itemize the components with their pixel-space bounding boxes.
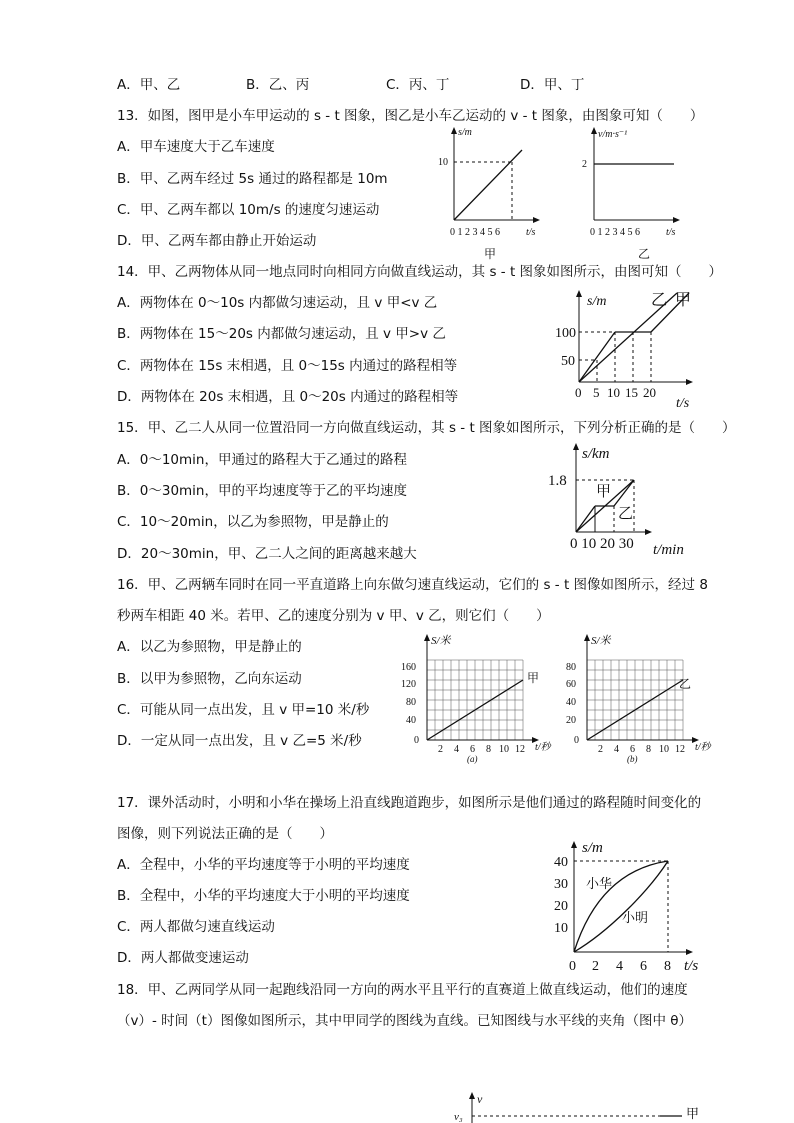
x-tick-2: 2 (592, 959, 599, 974)
q15-option-a: A．0～10min，甲通过的路程大于乙通过的路程 (117, 452, 407, 468)
q17-option-c: C．两人都做匀速直线运动 (117, 919, 275, 935)
q13-figure-a (440, 125, 550, 260)
q13-option-b: B．甲、乙两车经过 5s 通过的路程都是 10m (117, 171, 388, 187)
x-tick-6: 6 (640, 959, 647, 974)
q13-option-a: A．甲车速度大于乙车速度 (117, 139, 275, 155)
y-tick-30: 30 (554, 877, 568, 892)
label-yi: 乙 (618, 506, 634, 522)
caption-yi: 乙 (638, 247, 651, 261)
y-tick-40: 40 (406, 715, 416, 726)
q16-option-a: A．以乙为参照物，甲是静止的 (117, 639, 302, 655)
x-tick-4: 4 (616, 959, 623, 974)
y-tick-v3: v₃ (454, 1111, 463, 1123)
y-axis-label: S/米 (431, 635, 451, 647)
q12-option-b: B．乙、丙 (246, 77, 310, 93)
q12-option-c: C．丙、丁 (386, 77, 450, 93)
y-tick-40: 40 (554, 855, 568, 870)
x-tick-4: 4 (454, 744, 459, 755)
x-tick-10: 10 (499, 744, 509, 755)
q14-figure (555, 285, 700, 410)
q14-option-c: C．两物体在 15s 末相遇，且 0～15s 内通过的路程相等 (117, 358, 458, 374)
q12-option-a: A．甲、乙 (117, 77, 181, 93)
x-axis-label: t/秒 (695, 742, 711, 753)
q13-stem: 13．如图，图甲是小车甲运动的 s - t 图象，图乙是小车乙运动的 v - t 图象，由图象可知（ ） (117, 108, 704, 124)
line-label-jia: 甲 (686, 1106, 700, 1121)
curve-xiaoming (574, 861, 668, 952)
line-jia-1 (576, 506, 595, 532)
q16-option-b: B．以甲为参照物，乙向东运动 (117, 671, 302, 687)
x-ticks: 0 1 2 3 4 5 6 (590, 227, 640, 238)
y-tick-50: 50 (561, 354, 575, 369)
y-tick-100: 100 (555, 326, 576, 341)
q16-option-c: C．可能从同一点出发，且 v 甲=10 米/秒 (117, 702, 370, 718)
q14-option-a: A．两物体在 0～10s 内都做匀速运动，且 v 甲<v 乙 (117, 295, 438, 311)
caption-b: (b) (627, 754, 638, 764)
x-tick-8: 8 (486, 744, 491, 755)
q17-option-a: A．全程中，小华的平均速度等于小明的平均速度 (117, 857, 410, 873)
x-tick-0: 0 (569, 959, 576, 974)
x-tick-0: 0 (575, 385, 582, 400)
q14-option-d: D．两物体在 20s 末相遇，且 0～20s 内通过的路程相等 (117, 389, 459, 405)
label-jia: 甲 (675, 292, 692, 309)
y-tick-160: 160 (401, 662, 416, 673)
q17-stem-line2: 图像，则下列说法正确的是（ ） (117, 826, 333, 842)
x-tick-6: 6 (630, 744, 635, 755)
y-axis-label: S/米 (591, 635, 611, 647)
line-label-yi: 乙 (679, 677, 692, 691)
x-tick-12: 12 (675, 744, 685, 755)
y-tick-20: 20 (554, 899, 568, 914)
caption-jia: 甲 (484, 247, 497, 261)
y-axis-label: v (477, 1092, 483, 1106)
y-tick-0: 0 (574, 735, 579, 746)
q16-stem-line2: 秒两车相距 40 米。若甲、乙的速度分别为 v 甲、v 乙，则它们（ ） (117, 608, 550, 624)
y-tick-10: 10 (554, 921, 568, 936)
x-ticks: 0 10 20 30 (570, 536, 634, 552)
x-tick-12: 12 (515, 744, 525, 755)
x-tick-5: 5 (593, 385, 600, 400)
q18-stem-line1: 18．甲、乙两同学从同一起跑线沿同一方向的两水平且平行的直赛道上做直线运动，他们的速度 (117, 982, 688, 998)
s-t-line-jia (454, 150, 522, 220)
q16-figure-a (395, 630, 555, 765)
y-axis-label: s/km (582, 446, 610, 462)
curve-xiaohua (574, 861, 668, 952)
q13-option-d: D．甲、乙两车都由静止开始运动 (117, 233, 317, 249)
q17-stem-line1: 17．课外活动时，小明和小华在操场上沿直线跑道跑步，如图所示是他们通过的路程随时间变化的 (117, 795, 702, 811)
x-tick-10: 10 (607, 385, 620, 400)
x-axis-label: t/s (684, 958, 699, 974)
y-tick-60: 60 (566, 679, 576, 690)
x-axis-label: t/min (653, 542, 684, 558)
y-axis-label: s/m (587, 294, 607, 309)
q15-stem: 15．甲、乙二人从同一位置沿同一方向做直线运动，其 s - t 图象如图所示，下列分析正确的是（ ） (117, 420, 736, 436)
x-tick-2: 2 (598, 744, 603, 755)
x-ticks: 0 1 2 3 4 5 6 (450, 227, 500, 238)
y-axis-label: v/m·s⁻¹ (598, 129, 628, 140)
x-tick-10: 10 (659, 744, 669, 755)
y-tick-1.8: 1.8 (548, 473, 567, 489)
caption-a: (a) (467, 754, 478, 764)
q15-option-c: C．10～20min，以乙为参照物，甲是静止的 (117, 514, 389, 530)
x-axis-label: t/s (666, 227, 676, 238)
label-jia: 甲 (596, 484, 612, 500)
q17-option-b: B．全程中，小华的平均速度大于小明的平均速度 (117, 888, 410, 904)
q17-figure (548, 832, 708, 977)
q16-figure-b (555, 630, 715, 765)
x-tick-2: 2 (438, 744, 443, 755)
x-axis-label: t/秒 (535, 742, 551, 753)
x-axis-label: t/s (676, 396, 690, 411)
y-axis-label: s/m (582, 840, 603, 856)
q16-stem-line1: 16．甲、乙两辆车同时在同一平直道路上向东做匀速直线运动，它们的 s - t 图像如图所示，经过 8 (117, 577, 708, 593)
x-tick-20: 20 (643, 385, 656, 400)
label-xiaoming: 小明 (622, 910, 649, 925)
q15-option-b: B．0～30min，甲的平均速度等于乙的平均速度 (117, 483, 407, 499)
y-tick-0: 0 (414, 735, 419, 746)
y-tick-120: 120 (401, 679, 416, 690)
y-tick-80: 80 (406, 697, 416, 708)
y-axis-label: s/m (458, 127, 472, 138)
line-jia-3 (614, 480, 634, 506)
q18-stem-line2: （v）- 时间（t）图像如图所示，其中甲同学的图线为直线。已知图线与水平线的夹角（图中 θ） (117, 1013, 692, 1029)
label-xiaohua: 小华 (586, 876, 613, 891)
x-tick-15: 15 (625, 385, 638, 400)
q18-figure (450, 1090, 710, 1123)
x-tick-8: 8 (646, 744, 651, 755)
q15-option-d: D．20～30min，甲、乙二人之间的距离越来越大 (117, 546, 417, 562)
q17-option-d: D．两人都做变速运动 (117, 950, 249, 966)
q16-option-d: D．一定从同一点出发，且 v 乙=5 米/秒 (117, 733, 362, 749)
q12-option-d: D．甲、丁 (520, 77, 585, 93)
x-axis-label: t/s (526, 227, 536, 238)
x-tick-8: 8 (664, 959, 671, 974)
label-yi: 乙 (651, 292, 668, 309)
y-tick-40: 40 (566, 697, 576, 708)
y-tick-20: 20 (566, 715, 576, 726)
x-tick-6: 6 (470, 744, 475, 755)
q13-option-c: C．甲、乙两车都以 10m/s 的速度匀速运动 (117, 202, 380, 218)
y-tick-10: 10 (438, 157, 448, 168)
x-tick-4: 4 (614, 744, 619, 755)
q14-option-b: B．两物体在 15～20s 内都做匀速运动，且 v 甲>v 乙 (117, 326, 446, 342)
y-tick-2: 2 (582, 159, 587, 170)
q14-stem: 14．甲、乙两物体从同一地点同时向相同方向做直线运动，其 s - t 图象如图所示，由图可知（ ） (117, 264, 723, 280)
line-label-jia: 甲 (527, 671, 540, 685)
q13-figure-b (580, 125, 690, 260)
y-tick-80: 80 (566, 662, 576, 673)
q15-figure (548, 440, 703, 560)
